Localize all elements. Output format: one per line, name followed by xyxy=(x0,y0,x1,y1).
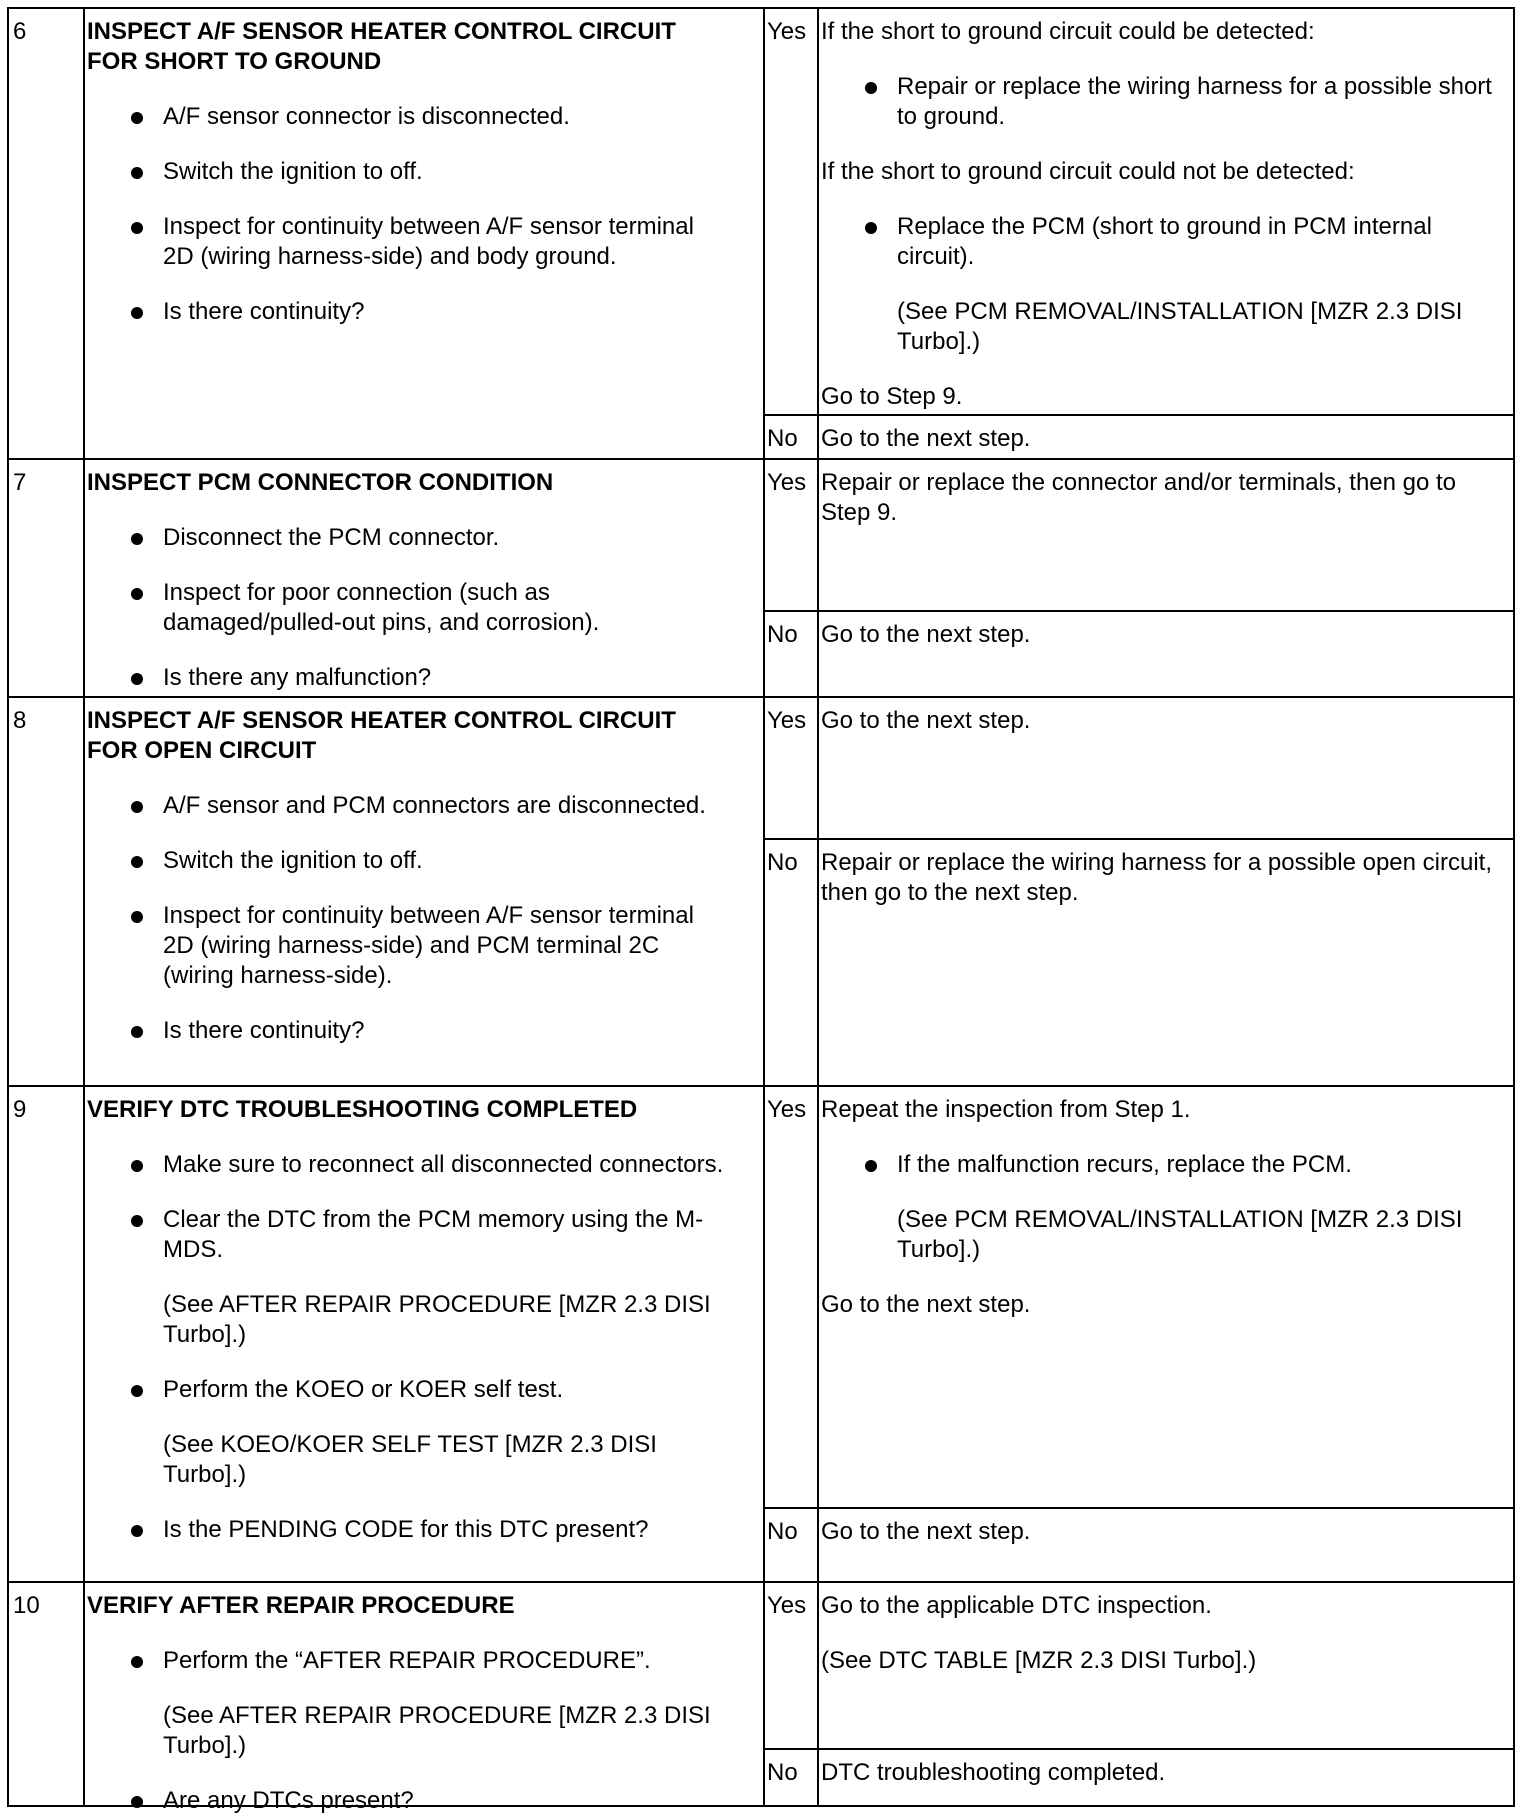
step-bullet: Switch the ignition to off. xyxy=(87,157,727,187)
result-bullet: If the malfunction recurs, replace the PCM. xyxy=(821,1150,1501,1180)
step-bullet: Clear the DTC from the PCM memory using the M-MDS. xyxy=(87,1205,727,1265)
yes-result xyxy=(821,1095,1501,1320)
no-result: Go to the next step. xyxy=(821,621,1031,648)
step-bullet: Are any DTCs present? xyxy=(87,1786,727,1816)
step-bullet: Perform the KOEO or KOER self test. xyxy=(87,1375,727,1405)
step-bullet: Inspect for poor connection (such as damaged/pulled-out pins, and corrosion). xyxy=(87,578,727,638)
table-row-step-9 xyxy=(9,1087,1513,1583)
troubleshooting-table xyxy=(7,7,1515,1814)
yes-label: Yes xyxy=(767,18,807,45)
step-title: INSPECT PCM CONNECTOR CONDITION xyxy=(87,469,554,496)
result-text: If the short to ground circuit could not be detected: xyxy=(821,158,1355,185)
table-row-step-6 xyxy=(9,9,1513,460)
reference-text: (See DTC TABLE [MZR 2.3 DISI Turbo].) xyxy=(821,1647,1257,1674)
no-label: No xyxy=(767,849,798,876)
step-bullet: Switch the ignition to off. xyxy=(87,846,727,876)
yes-result xyxy=(821,17,1501,412)
result-text: Go to the next step. xyxy=(821,1291,1031,1318)
step-bullet: Is there continuity? xyxy=(87,1016,727,1046)
step-title: INSPECT A/F SENSOR HEATER CONTROL CIRCUIT FOR OPEN CIRCUIT xyxy=(87,707,676,764)
table-row-step-7 xyxy=(9,460,1513,698)
yes-label: Yes xyxy=(767,1096,807,1123)
reference-text: (See PCM REMOVAL/INSTALLATION [MZR 2.3 DISI Turbo].) xyxy=(897,1206,1463,1263)
reference-text: (See KOEO/KOER SELF TEST [MZR 2.3 DISI Turbo].) xyxy=(163,1431,657,1488)
yes-label: Yes xyxy=(767,1592,807,1619)
step-bullet: Perform the “AFTER REPAIR PROCEDURE”. xyxy=(87,1646,727,1676)
yes-result: Repair or replace the connector and/or terminals, then go to Step 9. xyxy=(821,469,1457,526)
step-bullet: Is the PENDING CODE for this DTC present? xyxy=(87,1515,727,1545)
step-inspection xyxy=(87,17,727,327)
yes-result: Go to the next step. xyxy=(821,707,1031,734)
no-result: Go to the next step. xyxy=(821,425,1031,452)
result-text: Go to the applicable DTC inspection. xyxy=(821,1592,1212,1619)
step-bullet: A/F sensor connector is disconnected. xyxy=(87,102,727,132)
step-bullet: Is there any malfunction? xyxy=(87,663,727,693)
step-number: 6 xyxy=(13,18,27,45)
reference-text: (See AFTER REPAIR PROCEDURE [MZR 2.3 DISI Turbo].) xyxy=(163,1291,711,1348)
no-label: No xyxy=(767,1518,798,1545)
reference-text: (See AFTER REPAIR PROCEDURE [MZR 2.3 DISI Turbo].) xyxy=(163,1702,711,1759)
step-bullet: Inspect for continuity between A/F sensor terminal 2D (wiring harness-side) and PCM terminal 2C (wiring harness-side). xyxy=(87,901,727,991)
table-row-step-8 xyxy=(9,698,1513,1087)
step-inspection xyxy=(87,468,727,693)
step-bullet: Is there continuity? xyxy=(87,297,727,327)
result-text: If the short to ground circuit could be detected: xyxy=(821,18,1315,45)
step-number: 10 xyxy=(13,1592,40,1619)
result-text: Go to Step 9. xyxy=(821,383,963,410)
no-result: DTC troubleshooting completed. xyxy=(821,1759,1166,1786)
step-bullet: Make sure to reconnect all disconnected connectors. xyxy=(87,1150,727,1180)
step-number: 9 xyxy=(13,1096,27,1123)
step-inspection xyxy=(87,1591,727,1816)
table-row-step-10 xyxy=(9,1583,1513,1814)
step-inspection xyxy=(87,706,727,1046)
reference-text: (See PCM REMOVAL/INSTALLATION [MZR 2.3 DISI Turbo].) xyxy=(897,298,1463,355)
result-bullet: Repair or replace the wiring harness for a possible short to ground. xyxy=(821,72,1501,132)
step-title: VERIFY DTC TROUBLESHOOTING COMPLETED xyxy=(87,1096,638,1123)
step-bullet: Disconnect the PCM connector. xyxy=(87,523,727,553)
yes-label: Yes xyxy=(767,707,807,734)
yes-result xyxy=(821,1591,1501,1676)
no-result: Repair or replace the wiring harness for a possible open circuit, then go to the next step. xyxy=(821,849,1493,906)
no-label: No xyxy=(767,1759,798,1786)
no-label: No xyxy=(767,621,798,648)
step-title: INSPECT A/F SENSOR HEATER CONTROL CIRCUIT FOR SHORT TO GROUND xyxy=(87,18,676,75)
result-text: Repeat the inspection from Step 1. xyxy=(821,1096,1191,1123)
yes-label: Yes xyxy=(767,469,807,496)
step-inspection xyxy=(87,1095,727,1545)
step-bullet: Inspect for continuity between A/F sensor terminal 2D (wiring harness-side) and body ground. xyxy=(87,212,727,272)
step-number: 8 xyxy=(13,707,27,734)
no-label: No xyxy=(767,425,798,452)
step-bullet: A/F sensor and PCM connectors are disconnected. xyxy=(87,791,727,821)
no-result: Go to the next step. xyxy=(821,1518,1031,1545)
step-number: 7 xyxy=(13,469,27,496)
step-title: VERIFY AFTER REPAIR PROCEDURE xyxy=(87,1592,515,1619)
result-bullet: Replace the PCM (short to ground in PCM internal circuit). xyxy=(821,212,1501,272)
